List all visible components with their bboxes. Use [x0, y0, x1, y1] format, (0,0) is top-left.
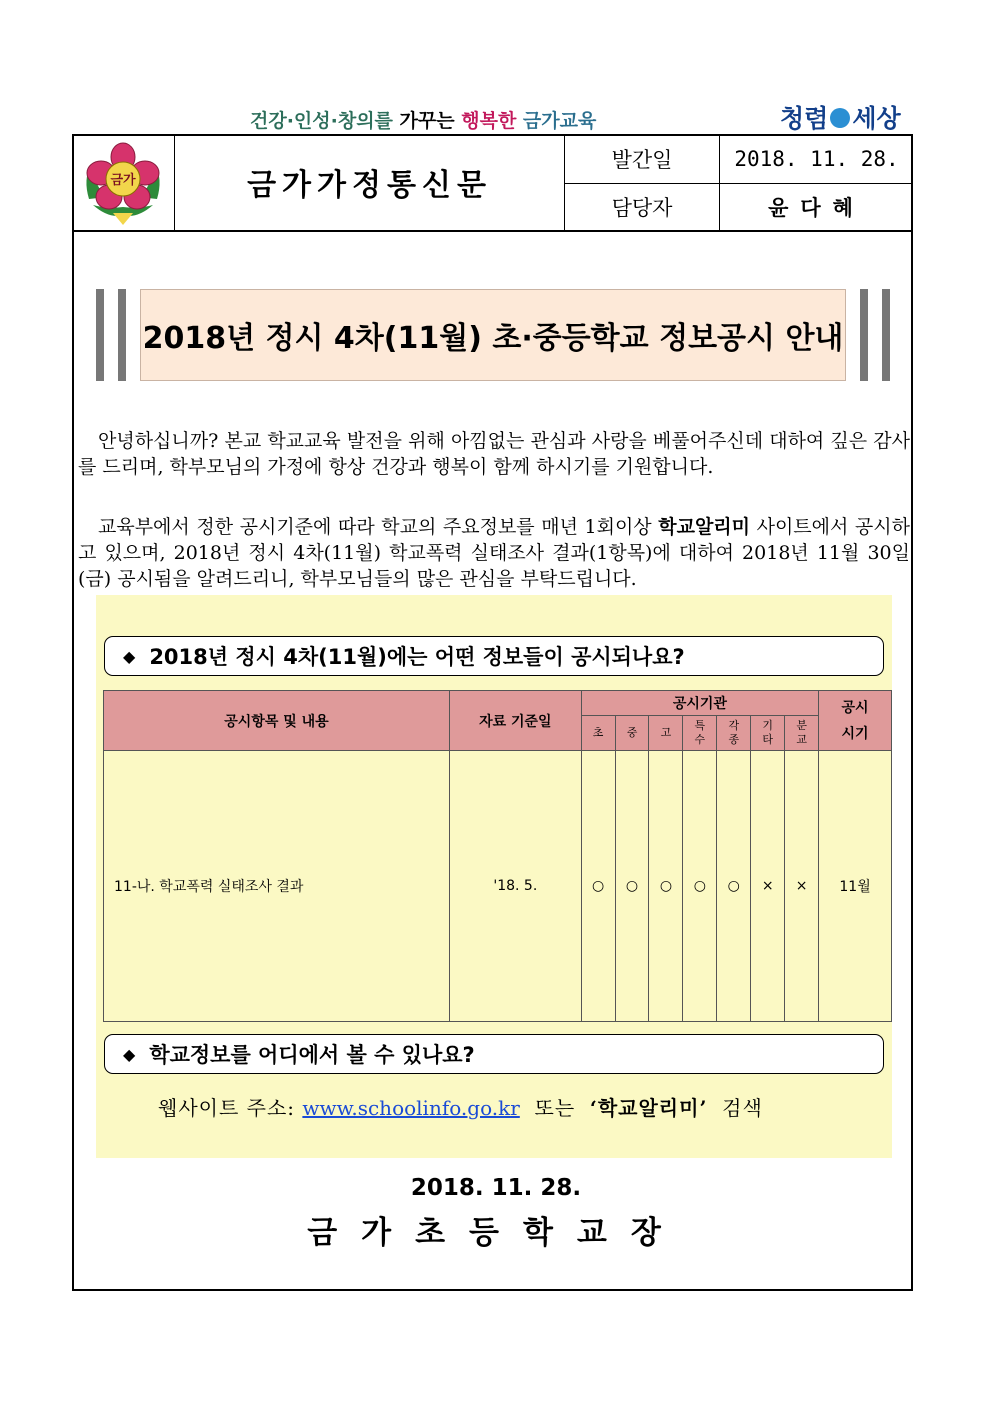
- title-bar-decoration: [96, 289, 104, 381]
- school-emblem-cell: [72, 134, 175, 232]
- row-mark: ○: [683, 751, 717, 1022]
- footer-date: 2018. 11. 28.: [410, 1175, 582, 1201]
- newsletter-title: 금가가정통신문: [175, 134, 565, 232]
- institution-label: 각: [728, 719, 740, 732]
- integrity-logo-left: 청렴: [780, 104, 829, 133]
- school-emblem-icon: [79, 139, 167, 225]
- title-bar-decoration: [882, 289, 890, 381]
- header-institution: 공시기관: [581, 691, 818, 716]
- issue-date-value: 2018. 11. 28.: [720, 134, 913, 184]
- search-word: 검색: [722, 1096, 763, 1120]
- diamond-icon: ◆: [123, 1044, 136, 1064]
- header-timing-line1: 공시: [841, 699, 869, 716]
- notice-text-bold: 학교알리미: [658, 516, 751, 538]
- notice-title: 2018년 정시 4차(11월) 초·중등학교 정보공시 안내: [140, 289, 846, 381]
- slogan-part4: 금가교육: [522, 110, 597, 132]
- notice-text-after: 사이트에서 공시하고 있으며, 2018년 정시 4차(11월) 학교폭력 실태조사 결과(1항목)에 대하여 2018년 11월 30일(금) 공시됨을 알려드리니, 학부모님들의 많은 관심을 부탁드립니다.: [78, 516, 910, 590]
- table-row: [104, 751, 892, 1022]
- notice-paragraph: [78, 514, 910, 592]
- search-keyword: ‘학교알리미’: [589, 1096, 708, 1120]
- slogan-part1: 건강·인성·창의를: [250, 110, 393, 132]
- institution-col: [683, 716, 717, 751]
- institution-label: 기: [762, 719, 774, 732]
- row-mark: ○: [649, 751, 683, 1022]
- manager-name: 윤다혜: [720, 184, 913, 232]
- institution-label: 수: [694, 733, 706, 746]
- greeting-text: 안녕하십니까? 본교 학교교육 발전을 위해 아낌없는 관심과 사랑을 베풀어주신데 대하여 깊은 감사를 드리며, 학부모님의 가정에 항상 건강과 행복이 함께 하시기를 기원합니다.: [78, 430, 910, 478]
- question-box-2: [104, 1034, 884, 1074]
- manager-label: 담당자: [565, 184, 720, 232]
- row-mark: ×: [751, 751, 785, 1022]
- emblem-text: 금가: [110, 173, 136, 188]
- header-timing-line2: 시기: [841, 725, 869, 742]
- institution-label: 교: [796, 733, 807, 746]
- website-line: [158, 1092, 763, 1121]
- institution-col: [581, 716, 615, 751]
- question-box-1: [104, 636, 884, 676]
- row-item: 11-나. 학교폭력 실태조사 결과: [104, 751, 450, 1022]
- row-mark: ○: [581, 751, 615, 1022]
- institution-label: 타: [762, 733, 774, 746]
- header-item: 공시항목 및 내용: [104, 691, 450, 751]
- institution-col: [751, 716, 785, 751]
- header-timing: [819, 691, 892, 751]
- institution-label: 초: [592, 726, 604, 739]
- website-label: 웹사이트 주소:: [158, 1096, 296, 1120]
- newsletter-header: [72, 134, 913, 232]
- header-base-date: 자료 기준일: [449, 691, 581, 751]
- school-slogan: [250, 106, 596, 133]
- question-1-text: 2018년 정시 4차(11월)에는 어떤 정보들이 공시되나요?: [149, 645, 685, 669]
- institution-label: 고: [660, 726, 672, 739]
- integrity-logo: [780, 99, 901, 135]
- diamond-icon: ◆: [123, 646, 136, 666]
- slogan-part3: 행복한: [461, 110, 517, 132]
- institution-label: 분: [796, 719, 807, 732]
- schoolinfo-link[interactable]: www.schoolinfo.go.kr: [302, 1096, 520, 1120]
- row-mark: ×: [785, 751, 819, 1022]
- notice-text-before: 교육부에서 정한 공시기준에 따라 학교의 주요정보를 매년 1회이상: [98, 516, 659, 538]
- institution-col: [649, 716, 683, 751]
- row-mark: ○: [717, 751, 751, 1022]
- institution-label: 중: [626, 726, 638, 739]
- globe-icon: [830, 108, 850, 128]
- row-mark: ○: [615, 751, 649, 1022]
- principal-signature: 금가초등학교장: [307, 1215, 685, 1251]
- row-timing: 11월: [819, 751, 892, 1022]
- title-bar-decoration: [860, 289, 868, 381]
- institution-label: 특: [694, 719, 706, 732]
- institution-label: 종: [728, 733, 740, 746]
- title-bar-decoration: [118, 289, 126, 381]
- institution-col: [615, 716, 649, 751]
- institution-col: [717, 716, 751, 751]
- institution-col: [785, 716, 819, 751]
- question-2-text: 학교정보를 어디에서 볼 수 있나요?: [149, 1043, 475, 1067]
- website-or: 또는: [534, 1096, 576, 1120]
- issue-date-label: 발간일: [565, 134, 720, 184]
- disclosure-table: [103, 690, 892, 1022]
- integrity-logo-right: 세상: [852, 104, 901, 133]
- greeting-paragraph: [78, 428, 910, 480]
- row-base-date: '18. 5.: [449, 751, 581, 1022]
- slogan-part2: 가꾸는: [399, 110, 455, 132]
